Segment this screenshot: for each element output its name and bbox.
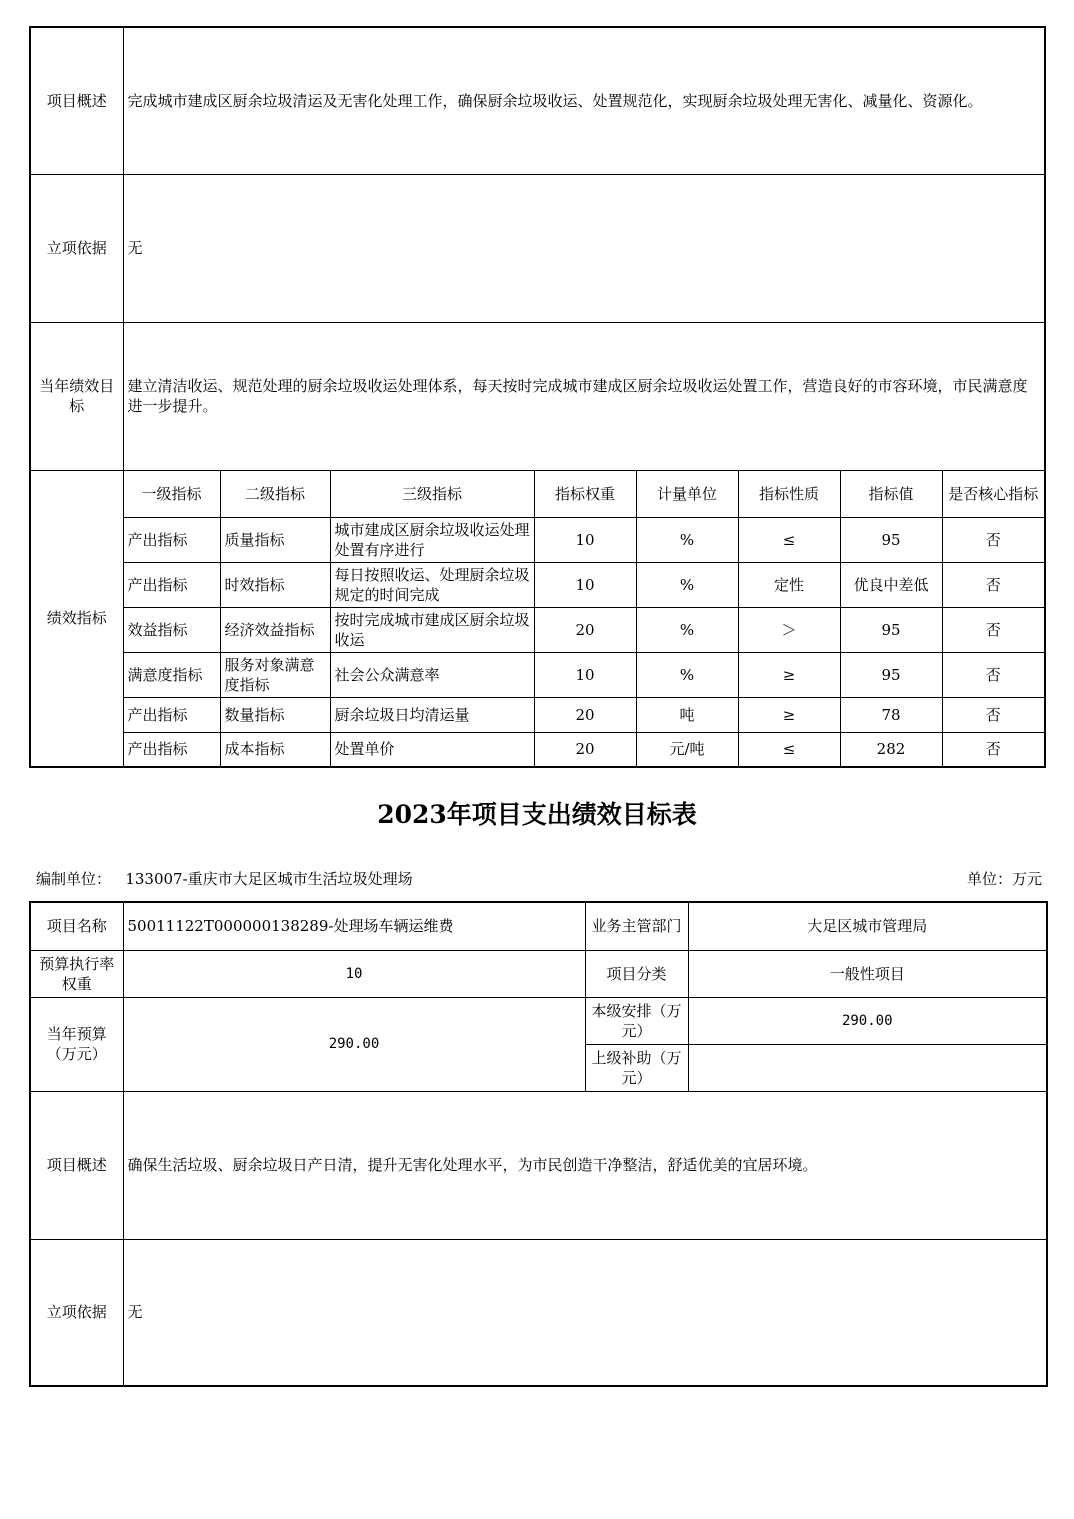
overview-text: 完成城市建成区厨余垃圾清运及无害化处理工作，确保厨余垃圾收运、处置规范化，实现厨余垃圾处理无害化、减量化、资源化。 bbox=[123, 27, 1045, 174]
basis-label-2: 立项依据 bbox=[30, 1239, 123, 1386]
cell-value: 78 bbox=[840, 697, 942, 732]
cell-l1: 满意度指标 bbox=[123, 652, 220, 697]
project-info-table bbox=[29, 901, 1048, 1387]
subsidy-value bbox=[688, 1044, 1047, 1091]
overview-label-2: 项目概述 bbox=[30, 1091, 123, 1239]
cell-l2: 经济效益指标 bbox=[220, 607, 330, 652]
category-label: 项目分类 bbox=[585, 950, 688, 997]
header-cell: 是否核心指标 bbox=[942, 470, 1045, 517]
cell-l1: 产出指标 bbox=[123, 732, 220, 767]
exec-value: 10 bbox=[123, 950, 585, 997]
cell-value: 282 bbox=[840, 732, 942, 767]
org-info bbox=[36, 868, 413, 889]
cell-core: 否 bbox=[942, 517, 1045, 562]
dept-label: 业务主管部门 bbox=[585, 902, 688, 950]
cell-unit: 吨 bbox=[636, 697, 738, 732]
overview-text-2: 确保生活垃圾、厨余垃圾日产日清，提升无害化处理水平，为市民创造干净整洁，舒适优美的宜居环境。 bbox=[123, 1091, 1047, 1239]
cell-l2: 时效指标 bbox=[220, 562, 330, 607]
basis-label: 立项依据 bbox=[30, 174, 123, 322]
category-value: 一般性项目 bbox=[688, 950, 1047, 997]
budget-label: 当年预算（万元） bbox=[30, 997, 123, 1091]
cell-nature: ≥ bbox=[738, 697, 840, 732]
cell-l2: 数量指标 bbox=[220, 697, 330, 732]
cell-l2: 成本指标 bbox=[220, 732, 330, 767]
cell-unit: 元/吨 bbox=[636, 732, 738, 767]
cell-l1: 产出指标 bbox=[123, 697, 220, 732]
cell-weight: 10 bbox=[534, 652, 636, 697]
basis-text-2: 无 bbox=[123, 1239, 1047, 1386]
cell-unit: % bbox=[636, 517, 738, 562]
header-cell: 指标值 bbox=[840, 470, 942, 517]
cell-weight: 20 bbox=[534, 607, 636, 652]
cell-value: 95 bbox=[840, 517, 942, 562]
cell-l2: 服务对象满意度指标 bbox=[220, 652, 330, 697]
cell-l1: 产出指标 bbox=[123, 517, 220, 562]
table-row bbox=[30, 732, 1045, 767]
name-label: 项目名称 bbox=[30, 902, 123, 950]
header-cell: 三级指标 bbox=[330, 470, 534, 517]
org-value: 133007-重庆市大足区城市生活垃圾处理场 bbox=[125, 870, 413, 888]
table-row bbox=[30, 607, 1045, 652]
perf-label: 绩效指标 bbox=[30, 470, 123, 767]
cell-l3: 城市建成区厨余垃圾收运处理处置有序进行 bbox=[330, 517, 534, 562]
performance-table-top bbox=[29, 26, 1046, 768]
cell-core: 否 bbox=[942, 732, 1045, 767]
basis-text: 无 bbox=[123, 174, 1045, 322]
cell-weight: 20 bbox=[534, 697, 636, 732]
table-row bbox=[30, 652, 1045, 697]
dept-value: 大足区城市管理局 bbox=[688, 902, 1047, 950]
cell-weight: 20 bbox=[534, 732, 636, 767]
unit-text: 单位：万元 bbox=[966, 870, 1042, 888]
budget-value: 290.00 bbox=[123, 997, 585, 1091]
local-value: 290.00 bbox=[688, 997, 1047, 1044]
table-row bbox=[30, 517, 1045, 562]
cell-core: 否 bbox=[942, 697, 1045, 732]
cell-nature: ≤ bbox=[738, 517, 840, 562]
cell-core: 否 bbox=[942, 562, 1045, 607]
cell-l1: 产出指标 bbox=[123, 562, 220, 607]
cell-l3: 处置单价 bbox=[330, 732, 534, 767]
overview-label: 项目概述 bbox=[30, 27, 123, 174]
header-cell: 一级指标 bbox=[123, 470, 220, 517]
subsidy-label: 上级补助（万元） bbox=[585, 1044, 688, 1091]
header-cell: 计量单位 bbox=[636, 470, 738, 517]
cell-nature: 定性 bbox=[738, 562, 840, 607]
cell-l2: 质量指标 bbox=[220, 517, 330, 562]
cell-l3: 按时完成城市建成区厨余垃圾收运 bbox=[330, 607, 534, 652]
cell-weight: 10 bbox=[534, 562, 636, 607]
header-cell: 指标性质 bbox=[738, 470, 840, 517]
cell-unit: % bbox=[636, 607, 738, 652]
cell-nature: ≥ bbox=[738, 652, 840, 697]
header-cell: 指标权重 bbox=[534, 470, 636, 517]
exec-label: 预算执行率权重 bbox=[30, 950, 123, 997]
table-row bbox=[30, 697, 1045, 732]
cell-unit: % bbox=[636, 562, 738, 607]
table-row bbox=[30, 562, 1045, 607]
cell-l3: 社会公众满意率 bbox=[330, 652, 534, 697]
cell-l3: 厨余垃圾日均清运量 bbox=[330, 697, 534, 732]
page-title: 2023年项目支出绩效目标表 bbox=[377, 800, 697, 829]
cell-weight: 10 bbox=[534, 517, 636, 562]
cell-l3: 每日按照收运、处理厨余垃圾规定的时间完成 bbox=[330, 562, 534, 607]
cell-l1: 效益指标 bbox=[123, 607, 220, 652]
name-value: 50011122T000000138289-处理场车辆运维费 bbox=[123, 902, 585, 950]
goal-label: 当年绩效目标 bbox=[30, 322, 123, 470]
org-label: 编制单位： bbox=[36, 870, 112, 888]
local-label: 本级安排（万元） bbox=[585, 997, 688, 1044]
cell-nature: ≤ bbox=[738, 732, 840, 767]
goal-text: 建立清洁收运、规范处理的厨余垃圾收运处理体系，每天按时完成城市建成区厨余垃圾收运处置工作，营造良好的市容环境，市民满意度进一步提升。 bbox=[123, 322, 1045, 470]
cell-unit: % bbox=[636, 652, 738, 697]
cell-nature: ＞ bbox=[738, 607, 840, 652]
cell-value: 95 bbox=[840, 607, 942, 652]
cell-value: 优良中差低 bbox=[840, 562, 942, 607]
cell-core: 否 bbox=[942, 607, 1045, 652]
cell-core: 否 bbox=[942, 652, 1045, 697]
cell-value: 95 bbox=[840, 652, 942, 697]
header-cell: 二级指标 bbox=[220, 470, 330, 517]
